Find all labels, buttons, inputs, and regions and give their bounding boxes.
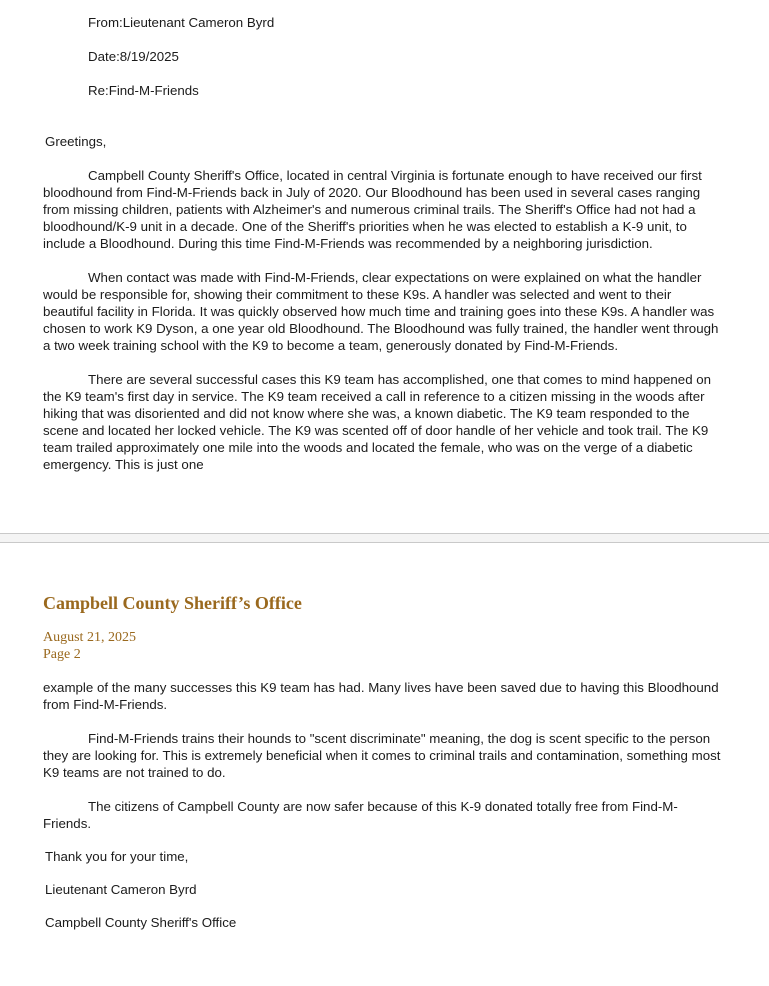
memo-from-line: From:Lieutenant Cameron Byrd <box>88 15 275 30</box>
letterhead-subheader <box>0 629 769 663</box>
page-2 <box>0 593 769 931</box>
paragraph-3: There are several successful cases this K9 team has accomplished, one that comes to mind happened on the K9 team's first day in service. The K9 team received a call in reference to a citizen missing in the woods after hiking that was disoriented and did not know where she was, a known diabetic. The K9 team responded to the scene and located her locked vehicle. The K9 was scented off of door handle of her vehicle and took trail. The K9 team trailed approximately one mile into the woods and located the female, who was on the verge of a diabetic emergency. This is just one <box>43 372 712 472</box>
memo-re-line: Re:Find-M-Friends <box>88 83 199 98</box>
memo-date-line: Date:8/19/2025 <box>88 49 179 64</box>
paragraph-6: The citizens of Campbell County are now safer because of this K-9 donated totally free from Find-M-Friends. <box>43 799 678 831</box>
letterhead-date: August 21, 2025 <box>43 630 136 645</box>
paragraph-2: When contact was made with Find-M-Friends, clear expectations on were explained on what the handler would be responsible for, showing their commitment to these K9s. A handler was selected and went to their beautiful facility in Florida. It was quickly observed how much time and training goes into these K9s. A handler was chosen to work K9 Dyson, a one year old Bloodhound. The Bloodhound was fully trained, the handler went through a two week training school with the K9 to become a team, generously donated by Find-M-Friends. <box>43 270 719 353</box>
memo-header <box>0 14 769 99</box>
signature-org: Campbell County Sheriff's Office <box>45 915 237 930</box>
page-1 <box>0 0 769 473</box>
paragraph-4: example of the many successes this K9 team has had. Many lives have been saved due to having this Bloodhound from Find-M-Friends. <box>43 680 719 712</box>
salutation: Greetings, <box>45 134 107 149</box>
page-break-separator <box>0 533 769 543</box>
signature-name: Lieutenant Cameron Byrd <box>45 882 197 897</box>
closing-line: Thank you for your time, <box>45 849 189 864</box>
paragraph-1: Campbell County Sheriff's Office, located in central Virginia is fortunate enough to have received our first bloodhound from Find-M-Friends back in July of 2020. Our Bloodhound has been used in several cases ranging from missing children, patients with Alzheimer's and numerous criminal trails. The Sheriff's Office had not had a bloodhound/K-9 unit in a decade. One of the Sheriff's priorities when he was elected to establish a K-9 unit, to include a Bloodhound. During this time Find-M-Friends was recommended by a neighboring jurisdiction. <box>43 168 702 251</box>
page-number: Page 2 <box>43 647 81 662</box>
paragraph-5: Find-M-Friends trains their hounds to "scent discriminate" meaning, the dog is scent specific to the person they are looking for. This is extremely beneficial when it comes to criminal trails and contamination, something most K9 teams are not trained to do. <box>43 731 721 780</box>
letterhead-title: Campbell County Sheriff’s Office <box>43 593 302 613</box>
